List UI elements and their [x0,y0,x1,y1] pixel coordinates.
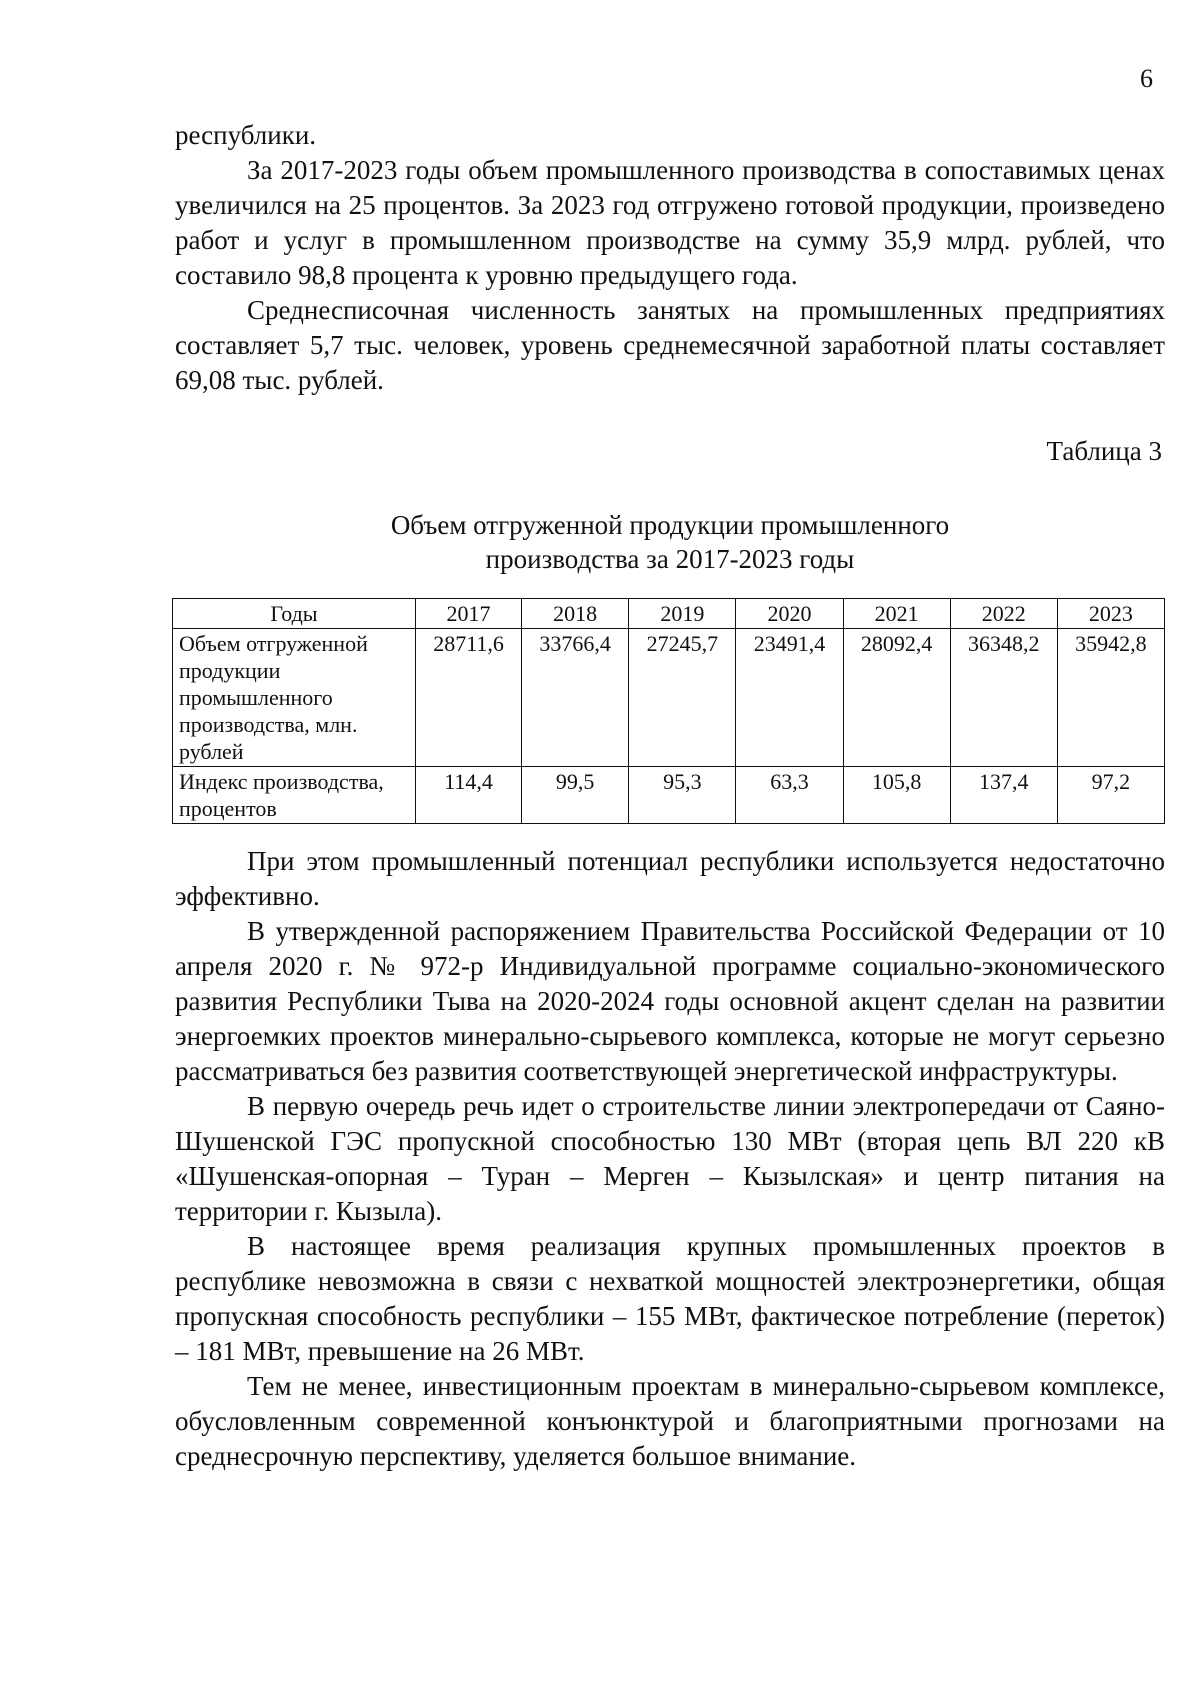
paragraph: В настоящее время реализация крупных промышленных проектов в республике невозможна в связи с нехваткой мощностей электроэнергетики, общая пропускная способность республики – 155 МВт, фактическое потребление (переток) – 181 МВт, превышение на 26 МВт. [175,1231,1165,1366]
table-row [173,629,1165,767]
production-table [172,598,1165,824]
row-label-shipped-volume: Объем отгруженной продукции промышленного производства, млн. рублей [173,629,416,767]
table-cell: 137,4 [950,767,1057,824]
table-cell: 95,3 [629,767,736,824]
paragraph: Тем не менее, инвестиционным проектам в минерально-сырьевом комплексе, обусловленным современной конъюнктурой и благоприятными прогнозами на среднесрочную перспективу, уделяется большое внимание. [175,1371,1165,1471]
header-year: 2022 [950,599,1057,629]
body-text [175,844,1165,1474]
paragraph: За 2017-2023 годы объем промышленного производства в сопоставимых ценах увеличился на 25 процентов. За 2023 год отгружено готовой продукции, произведено работ и услуг в промышленном производстве на сумму 35,9 млрд. рублей, что составило 98,8 процента к уровню предыдущего года. [175,155,1165,290]
table-cell: 114,4 [416,767,522,824]
table-cell: 28711,6 [416,629,522,767]
paragraph: При этом промышленный потенциал республики используется недостаточно эффективно. [175,846,1165,911]
table-cell: 23491,4 [736,629,843,767]
table-cell: 28092,4 [843,629,950,767]
table-title-line: Объем отгруженной продукции промышленного [390,510,950,540]
header-year: 2017 [416,599,522,629]
header-year: 2018 [522,599,629,629]
table-title-line: производства за 2017-2023 годы [485,544,855,574]
table-title [175,508,1165,576]
table-cell: 36348,2 [950,629,1057,767]
paragraph: республики. [175,120,317,150]
header-year: 2019 [629,599,736,629]
table-cell: 105,8 [843,767,950,824]
table-cell: 97,2 [1057,767,1164,824]
row-label-production-index: Индекс производства, процентов [173,767,416,824]
paragraph: Среднесписочная численность занятых на промышленных предприятиях составляет 5,7 тыс. человек, уровень среднемесячной заработной платы составляет 69,08 тыс. рублей. [175,295,1165,395]
table-row [173,767,1165,824]
header-year: 2020 [736,599,843,629]
table-cell: 33766,4 [522,629,629,767]
intro-text [175,118,1165,398]
page-number: 6 [1140,64,1153,93]
table-label: Таблица 3 [1046,436,1162,466]
table-header-row [173,599,1165,629]
header-years-label: Годы [173,599,416,629]
table-cell: 63,3 [736,767,843,824]
paragraph: В первую очередь речь идет о строительстве линии электропередачи от Саяно-Шушенской ГЭС пропускной способностью 130 МВт (вторая цепь ВЛ 220 кВ «Шушенская-опорная – Туран – Мерген – Кызылская» и центр питания на территории г. Кызыла). [175,1091,1165,1226]
table-cell: 35942,8 [1057,629,1164,767]
table-cell: 99,5 [522,767,629,824]
paragraph: В утвержденной распоряжением Правительства Российской Федерации от 10 апреля 2020 г. № 972-р Индивидуальной программе социально-экономического развития Республики Тыва на 2020-2024 годы основной акцент сделан на развитии энергоемких проектов минерально-сырьевого комплекса, которые не могут серьезно рассматриваться без развития соответствующей энергетической инфраструктуры. [175,916,1165,1086]
header-year: 2023 [1057,599,1164,629]
table-cell: 27245,7 [629,629,736,767]
header-year: 2021 [843,599,950,629]
